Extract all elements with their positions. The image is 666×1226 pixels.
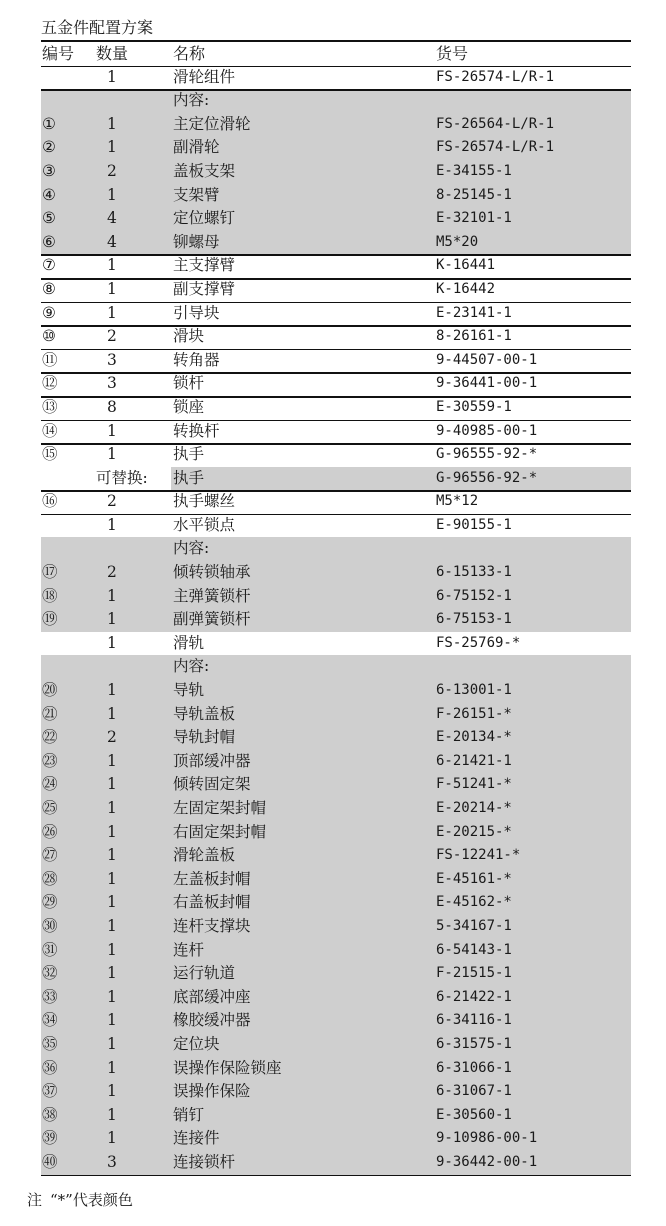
table-row — [41, 467, 631, 491]
item-name: 定位块 — [173, 1034, 220, 1053]
item-quantity: 4 — [107, 209, 117, 228]
table-row — [41, 797, 631, 821]
item-part-code: E-45162-* — [436, 894, 512, 911]
item-number: ⑬ — [42, 397, 58, 416]
item-part-code: E-45161-* — [436, 870, 512, 887]
item-number: ⑱ — [42, 586, 58, 605]
item-name: 转换杆 — [173, 421, 220, 440]
table-row — [41, 136, 631, 160]
item-quantity: 2 — [107, 728, 117, 747]
item-name: 运行轨道 — [173, 964, 236, 983]
table-row — [41, 986, 631, 1010]
footnote — [27, 1189, 133, 1210]
table-row — [41, 420, 631, 444]
item-name: 副滑轮 — [173, 138, 220, 157]
item-name: 主定位滑轮 — [173, 114, 251, 133]
item-name: 橡胶缓冲器 — [173, 1011, 251, 1030]
item-part-code: K-16441 — [436, 257, 496, 274]
table-row — [41, 915, 631, 939]
table-row — [41, 537, 631, 561]
item-quantity: 1 — [107, 940, 117, 959]
item-name: 副弹簧锁杆 — [173, 610, 251, 629]
table-row — [41, 89, 631, 113]
row-shading — [41, 608, 631, 632]
item-part-code: 9-36441-00-1 — [436, 375, 538, 392]
header-name: 名称 — [173, 44, 206, 63]
item-part-code: 5-34167-1 — [436, 917, 512, 934]
item-number: ⑮ — [42, 445, 58, 464]
item-part-code: E-34155-1 — [436, 162, 512, 179]
table-row — [41, 372, 631, 396]
item-quantity: 1 — [107, 1105, 117, 1124]
table-row — [41, 113, 631, 137]
row-shading — [41, 703, 631, 727]
item-part-code: 9-36442-00-1 — [436, 1153, 538, 1170]
row-divider — [41, 89, 631, 91]
item-part-code: 6-21421-1 — [436, 752, 512, 769]
item-part-code: 9-40985-00-1 — [436, 422, 538, 439]
row-shading — [41, 773, 631, 797]
item-number: ㉓ — [42, 751, 58, 770]
item-quantity: 4 — [107, 232, 117, 251]
item-number: ④ — [42, 185, 56, 204]
page-title: 五金件配置方案 — [41, 18, 154, 37]
item-number: ⑦ — [42, 256, 56, 275]
item-part-code: E-30560-1 — [436, 1106, 512, 1123]
row-shading — [171, 467, 631, 491]
item-part-code: 6-13001-1 — [436, 682, 512, 699]
item-name: 顶部缓冲器 — [173, 751, 251, 770]
row-shading — [41, 915, 631, 939]
item-number: ③ — [42, 161, 56, 180]
item-name: 内容: — [173, 91, 210, 110]
row-divider — [41, 490, 631, 492]
item-quantity: 2 — [107, 161, 117, 180]
row-shading — [41, 1127, 631, 1151]
footnote-label: 注 — [27, 1191, 43, 1209]
row-shading — [41, 561, 631, 585]
item-quantity: 2 — [107, 492, 117, 511]
item-quantity: 1 — [107, 775, 117, 794]
item-number: ㉗ — [42, 846, 58, 865]
item-quantity: 1 — [107, 1082, 117, 1101]
item-name: 执手 — [173, 468, 205, 487]
item-name: 连杆 — [173, 940, 205, 959]
item-number: ㉔ — [42, 775, 58, 794]
row-divider — [41, 278, 631, 280]
row-shading — [41, 1057, 631, 1081]
item-number: ㊴ — [42, 1129, 58, 1148]
table-row — [41, 66, 631, 90]
item-number: ⑭ — [42, 421, 58, 440]
item-part-code: G-96556-92-* — [436, 469, 538, 486]
item-name: 转角器 — [173, 350, 220, 369]
item-quantity: 1 — [107, 421, 117, 440]
item-quantity: 2 — [107, 327, 117, 346]
item-name: 铆螺母 — [173, 232, 220, 251]
item-name: 支架臂 — [173, 185, 220, 204]
table-row — [41, 1033, 631, 1057]
item-quantity: 1 — [107, 279, 117, 298]
row-divider — [41, 372, 631, 374]
table-row — [41, 1009, 631, 1033]
item-number: ㉑ — [42, 704, 58, 723]
item-name: 倾转固定架 — [173, 775, 251, 794]
row-shading — [41, 537, 631, 561]
table-row — [41, 632, 631, 656]
table-row — [41, 821, 631, 845]
item-part-code: 8-26161-1 — [436, 328, 512, 345]
item-part-code: 8-25145-1 — [436, 186, 512, 203]
item-quantity: 1 — [107, 515, 117, 534]
item-name: 锁杆 — [173, 374, 205, 393]
item-name: 销钉 — [173, 1105, 205, 1124]
item-quantity: 1 — [107, 1034, 117, 1053]
header-part-code: 货号 — [436, 44, 469, 63]
table-row — [41, 585, 631, 609]
row-divider — [41, 302, 631, 304]
row-shading — [41, 821, 631, 845]
row-divider — [41, 396, 631, 398]
header-number: 编号 — [42, 44, 75, 63]
row-shading — [41, 844, 631, 868]
item-part-code: M5*20 — [436, 233, 479, 250]
item-part-code: 6-15133-1 — [436, 564, 512, 581]
item-quantity: 1 — [107, 869, 117, 888]
item-quantity: 1 — [107, 964, 117, 983]
item-quantity: 1 — [107, 1058, 117, 1077]
item-quantity: 1 — [107, 67, 117, 86]
item-number: ⑲ — [42, 610, 58, 629]
row-shading — [41, 1151, 631, 1175]
table-row — [41, 1080, 631, 1104]
item-quantity: 3 — [107, 1152, 117, 1171]
item-quantity: 1 — [107, 893, 117, 912]
item-name: 底部缓冲座 — [173, 987, 251, 1006]
table-header-row — [41, 42, 631, 66]
row-shading — [41, 797, 631, 821]
table-row — [41, 349, 631, 373]
table-row — [41, 962, 631, 986]
row-shading — [41, 750, 631, 774]
item-number: ㉚ — [42, 916, 58, 935]
item-number: ㉟ — [42, 1034, 58, 1053]
item-number: ⑥ — [42, 232, 56, 251]
item-quantity: 1 — [107, 822, 117, 841]
item-name: 连接锁杆 — [173, 1152, 236, 1171]
item-name: 引导块 — [173, 303, 220, 322]
item-quantity: 1 — [107, 1011, 117, 1030]
row-shading — [41, 1009, 631, 1033]
item-name: 滑轨 — [173, 633, 205, 652]
row-shading — [41, 1104, 631, 1128]
item-name: 盖板支架 — [173, 161, 236, 180]
table-row — [41, 608, 631, 632]
row-shading — [41, 679, 631, 703]
item-quantity: 1 — [107, 138, 117, 157]
item-quantity: 3 — [107, 350, 117, 369]
table-row — [41, 160, 631, 184]
item-name: 右固定架封帽 — [173, 822, 267, 841]
item-name: 锁座 — [173, 397, 205, 416]
item-name: 左盖板封帽 — [173, 869, 251, 888]
item-part-code: K-16442 — [436, 280, 496, 297]
row-shading — [41, 891, 631, 915]
item-quantity: 1 — [107, 704, 117, 723]
item-name: 水平锁点 — [173, 515, 236, 534]
row-shading — [41, 726, 631, 750]
table-row — [41, 1127, 631, 1151]
item-number: ㉖ — [42, 822, 58, 841]
item-part-code: FS-26564-L/R-1 — [436, 115, 555, 132]
item-number: ㉝ — [42, 987, 58, 1006]
item-part-code: 6-54143-1 — [436, 941, 512, 958]
row-shading — [41, 585, 631, 609]
item-number: ㉒ — [42, 728, 58, 747]
row-shading — [41, 868, 631, 892]
table-row — [41, 891, 631, 915]
item-quantity: 3 — [107, 374, 117, 393]
item-part-code: 9-10986-00-1 — [436, 1130, 538, 1147]
item-part-code: 6-31066-1 — [436, 1059, 512, 1076]
item-number: ㉞ — [42, 1011, 58, 1030]
row-shading — [41, 207, 631, 231]
alternative-label: 可替换: — [96, 468, 148, 487]
row-shading — [41, 1080, 631, 1104]
table-row — [41, 868, 631, 892]
item-quantity: 1 — [107, 799, 117, 817]
header-quantity: 数量 — [96, 44, 129, 63]
item-quantity: 1 — [107, 633, 117, 652]
item-part-code: FS-26574-L/R-1 — [436, 139, 555, 156]
table-row — [41, 231, 631, 255]
item-part-code: 6-31067-1 — [436, 1083, 512, 1100]
item-name: 倾转锁轴承 — [173, 563, 251, 582]
item-name: 定位螺钉 — [173, 209, 236, 228]
item-number: ⑯ — [42, 492, 58, 511]
table-row — [41, 703, 631, 727]
item-name: 内容: — [173, 539, 210, 558]
row-divider — [41, 443, 631, 445]
table-row — [41, 443, 631, 467]
item-part-code: 6-75153-1 — [436, 611, 512, 628]
item-number: ⑰ — [42, 563, 58, 582]
item-number: ⑪ — [42, 350, 58, 369]
bottom-rule — [41, 1175, 631, 1177]
item-number: ⑩ — [42, 327, 56, 346]
item-part-code: 6-34116-1 — [436, 1012, 512, 1029]
row-shading — [41, 962, 631, 986]
item-quantity: 1 — [107, 445, 117, 464]
item-part-code: F-51241-* — [436, 776, 512, 793]
item-part-code: FS-25769-* — [436, 634, 521, 651]
item-number: ② — [42, 138, 56, 157]
item-part-code: FS-26574-L/R-1 — [436, 68, 555, 85]
row-shading — [41, 1033, 631, 1057]
table-row — [41, 1151, 631, 1175]
item-name: 连杆支撑块 — [173, 916, 251, 935]
row-shading — [41, 939, 631, 963]
item-quantity: 1 — [107, 303, 117, 322]
item-name: 执手螺丝 — [173, 492, 236, 511]
item-quantity: 1 — [107, 256, 117, 275]
item-part-code: FS-12241-* — [436, 847, 521, 864]
item-name: 滑块 — [173, 327, 205, 346]
row-shading — [41, 89, 631, 113]
item-part-code: M5*12 — [436, 493, 479, 510]
item-quantity: 1 — [107, 751, 117, 770]
table-row — [41, 679, 631, 703]
row-divider — [41, 349, 631, 351]
item-part-code: F-26151-* — [436, 705, 512, 722]
table-row — [41, 396, 631, 420]
item-part-code: E-20134-* — [436, 729, 512, 746]
item-quantity: 1 — [107, 586, 117, 605]
row-shading — [41, 231, 631, 255]
item-name: 内容: — [173, 657, 210, 676]
footnote-text: “*”代表颜色 — [50, 1191, 133, 1209]
item-number: ㉘ — [42, 869, 58, 888]
table-row — [41, 302, 631, 326]
item-number: ⑳ — [42, 681, 58, 700]
item-number: ① — [42, 114, 56, 133]
item-name: 副支撑臂 — [173, 279, 236, 298]
table-row — [41, 726, 631, 750]
item-part-code: E-20215-* — [436, 823, 512, 840]
table-row — [41, 939, 631, 963]
table-row — [41, 773, 631, 797]
item-quantity: 1 — [107, 610, 117, 629]
item-part-code: 9-44507-00-1 — [436, 351, 538, 368]
item-number: ㊳ — [42, 1105, 58, 1124]
item-quantity: 1 — [107, 916, 117, 935]
item-quantity: 1 — [107, 1129, 117, 1148]
row-divider — [41, 325, 631, 327]
item-part-code: E-23141-1 — [436, 304, 512, 321]
table-row — [41, 490, 631, 514]
row-shading — [41, 986, 631, 1010]
item-part-code: E-90155-1 — [436, 516, 512, 533]
item-number: ㉕ — [42, 799, 58, 817]
item-name: 导轨封帽 — [173, 728, 236, 747]
table-row — [41, 1057, 631, 1081]
row-divider — [41, 254, 631, 256]
table-row — [41, 1104, 631, 1128]
item-quantity: 1 — [107, 681, 117, 700]
item-part-code: 6-31575-1 — [436, 1035, 512, 1052]
item-name: 导轨盖板 — [173, 704, 236, 723]
table-row — [41, 254, 631, 278]
item-name: 滑轮盖板 — [173, 846, 236, 865]
row-divider — [41, 514, 631, 516]
item-name: 误操作保险锁座 — [173, 1058, 282, 1077]
row-shading — [41, 184, 631, 208]
item-quantity: 2 — [107, 563, 117, 582]
item-quantity: 1 — [107, 114, 117, 133]
item-quantity: 1 — [107, 185, 117, 204]
item-name: 导轨 — [173, 681, 205, 700]
item-number: ⑧ — [42, 279, 56, 298]
item-number: ㊵ — [42, 1152, 58, 1171]
item-part-code: 6-75152-1 — [436, 587, 512, 604]
item-name: 滑轮组件 — [173, 67, 236, 86]
table-row — [41, 325, 631, 349]
item-quantity: 8 — [107, 397, 117, 416]
item-name: 主弹簧锁杆 — [173, 586, 251, 605]
parts-table — [41, 42, 631, 1176]
item-number: ㉜ — [42, 964, 58, 983]
item-name: 右盖板封帽 — [173, 893, 251, 912]
row-shading — [41, 160, 631, 184]
item-number: ⑨ — [42, 303, 56, 322]
item-number: ⑤ — [42, 209, 56, 228]
item-part-code: 6-21422-1 — [436, 988, 512, 1005]
item-part-code: E-32101-1 — [436, 210, 512, 227]
item-name: 左固定架封帽 — [173, 799, 267, 817]
item-part-code: E-30559-1 — [436, 398, 512, 415]
table-row — [41, 514, 631, 538]
table-row — [41, 655, 631, 679]
table-row — [41, 561, 631, 585]
item-part-code: G-96555-92-* — [436, 446, 538, 463]
row-divider — [41, 420, 631, 422]
item-name: 误操作保险 — [173, 1082, 251, 1101]
table-row — [41, 278, 631, 302]
item-number: ⑫ — [42, 374, 58, 393]
item-quantity: 1 — [107, 987, 117, 1006]
table-row — [41, 207, 631, 231]
item-number: ㊱ — [42, 1058, 58, 1077]
item-name: 连接件 — [173, 1129, 220, 1148]
item-name: 主支撑臂 — [173, 256, 236, 275]
table-row — [41, 750, 631, 774]
item-quantity: 1 — [107, 846, 117, 865]
item-number: ㉛ — [42, 940, 58, 959]
table-row — [41, 184, 631, 208]
table-row — [41, 844, 631, 868]
item-name: 执手 — [173, 445, 205, 464]
item-number: ㉙ — [42, 893, 58, 912]
row-shading — [41, 655, 631, 679]
item-part-code: F-21515-1 — [436, 965, 512, 982]
item-number: ㊲ — [42, 1082, 58, 1101]
item-part-code: E-20214-* — [436, 800, 512, 816]
